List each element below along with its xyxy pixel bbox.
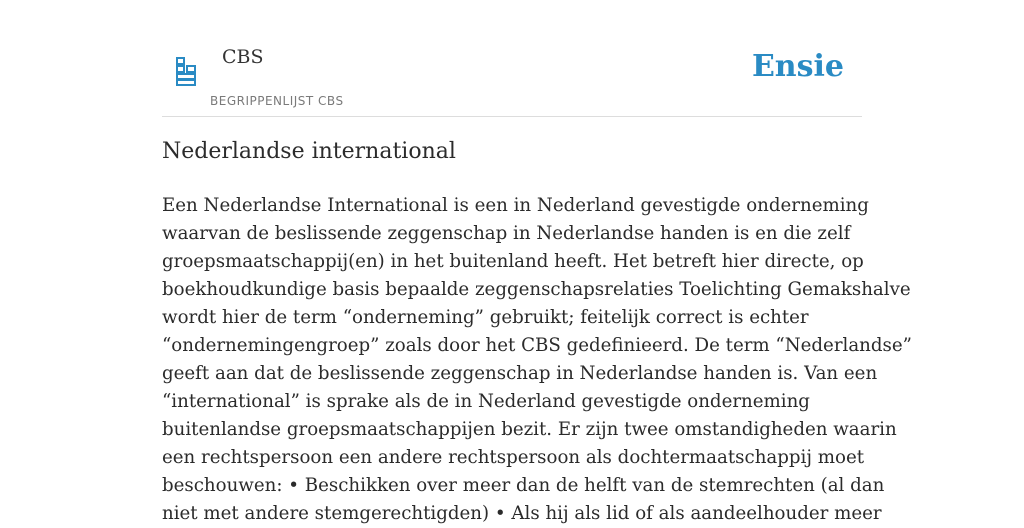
page-title: Nederlandse international [162, 139, 456, 164]
definition-line: boekhoudkundige basis bepaalde zeggenschapsrelaties Toelichting Gemakshalve [162, 279, 911, 300]
definition-line: niet met andere stemgerechtigden) • Als hij als lid of als aandeelhouder meer [162, 503, 882, 524]
definition-line: buitenlandse groepsmaatschappijen bezit. Er zijn twee omstandigheden waarin [162, 419, 897, 440]
definition-line: waarvan de beslissende zeggenschap in Nederlandse handen is en die zelf [162, 223, 851, 244]
definition-line: Een Nederlandse International is een in Nederland gevestigde onderneming [162, 195, 869, 216]
definition-line: wordt hier de term “onderneming” gebruikt; feitelijk correct is echter [162, 307, 809, 328]
cbs-logo-icon[interactable] [176, 56, 196, 86]
page [162, 0, 912, 524]
definition-line: een rechtspersoon een andere rechtspersoon als dochtermaatschappij moet [162, 447, 865, 468]
definition-text [162, 192, 912, 528]
definition-line: “ondernemingengroep” zoals door het CBS gedefinieerd. De term “Nederlandse” [162, 335, 912, 356]
header [162, 0, 862, 117]
ensie-brand-link[interactable]: Ensie [751, 49, 844, 84]
glossary-subtitle[interactable]: BEGRIPPENLIJST CBS [210, 94, 344, 108]
definition-line: beschouwen: • Beschikken over meer dan de helft van de stemrechten (al dan [162, 475, 885, 496]
definition-line: geeft aan dat de beslissende zeggenschap in Nederlandse handen is. Van een [162, 363, 878, 384]
definition-line: “international” is sprake als de in Nederland gevestigde onderneming [162, 391, 810, 412]
org-name: CBS [222, 46, 264, 68]
definition-line: groepsmaatschappij(en) in het buitenland heeft. Het betreft hier directe, op [162, 251, 864, 272]
